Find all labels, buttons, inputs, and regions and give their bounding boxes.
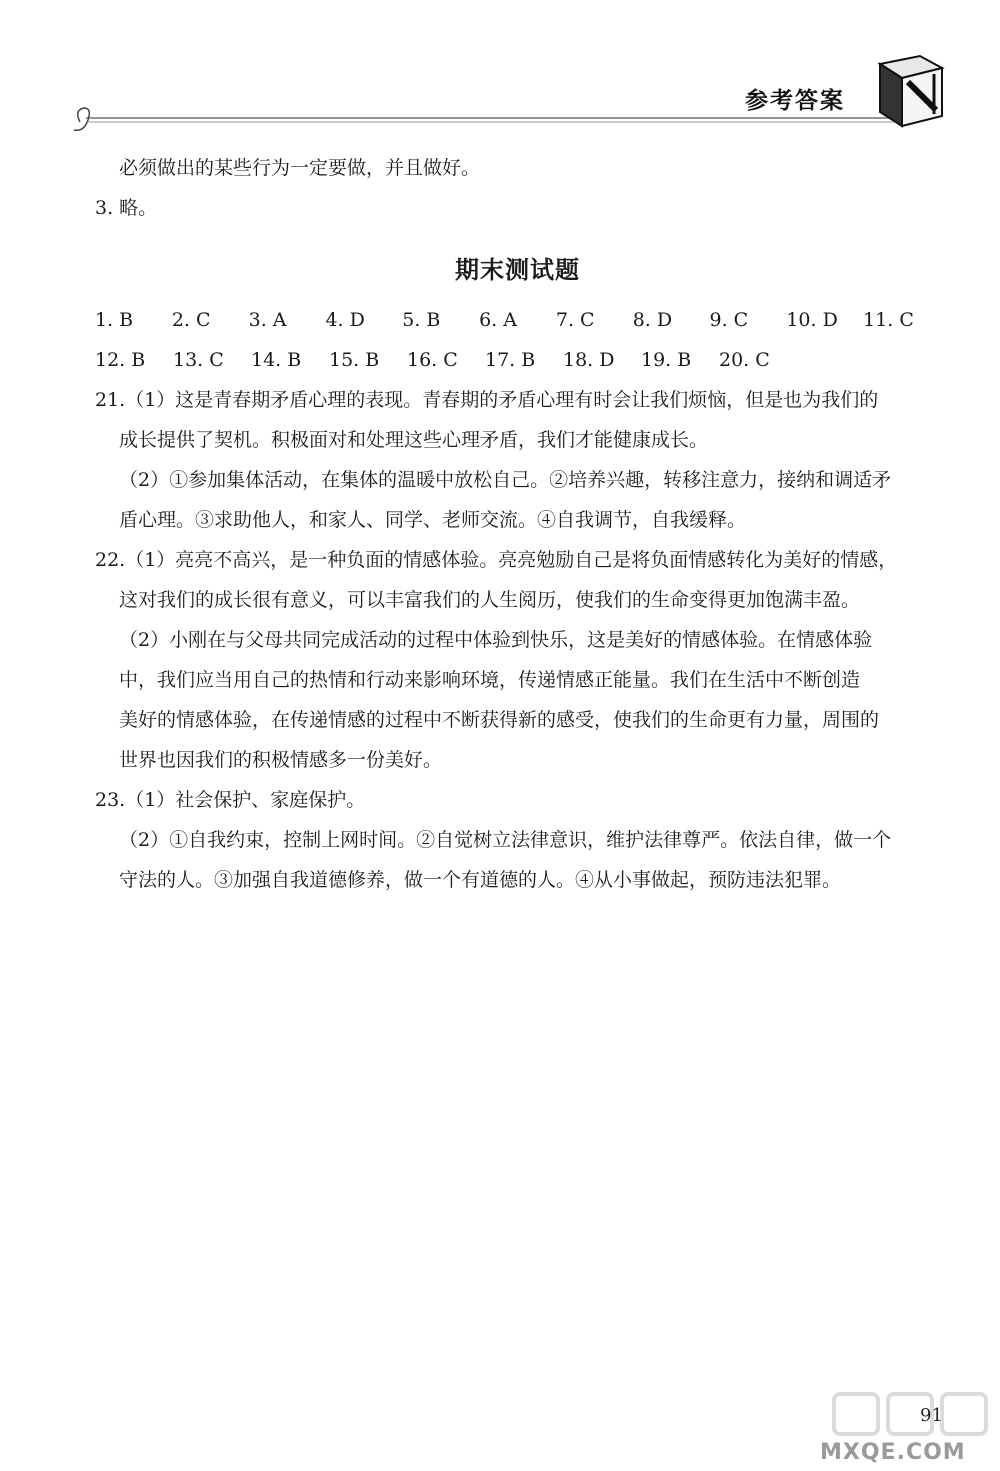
mc-answer: 19. B bbox=[641, 349, 692, 371]
q22-part1-line: 这对我们的成长很有意义，可以丰富我们的人生阅历，使我们的生命变得更加饱满丰盈。 bbox=[119, 589, 861, 611]
mc-answer: 10. D bbox=[786, 309, 838, 331]
header-title: 参考答案 bbox=[745, 88, 845, 114]
mc-answer: 5. B bbox=[402, 309, 441, 331]
mc-answer: 11. C bbox=[863, 309, 914, 331]
question-23 bbox=[95, 780, 940, 900]
mc-answer: 3. A bbox=[248, 309, 287, 331]
mc-answer: 8. D bbox=[632, 309, 673, 331]
q22-part2-line: 世界也因我们的积极情感多一份美好。 bbox=[119, 749, 443, 771]
page-header bbox=[0, 0, 1000, 160]
page-number: 91 bbox=[920, 1405, 943, 1426]
mc-answer: 14. B bbox=[251, 349, 302, 371]
q23-part2-line: （2）①自我约束，控制上网时间。②自觉树立法律意识，维护法律尊严。依法自律，做一个 bbox=[119, 829, 892, 851]
book-icon bbox=[872, 52, 950, 130]
mc-answer: 13. C bbox=[173, 349, 224, 371]
section-title: 期末测试题 bbox=[455, 256, 580, 284]
mc-answer-row-1 bbox=[95, 300, 940, 340]
q21-part2-line: 盾心理。③求助他人，和家人、同学、老师交流。④自我调节，自我缓释。 bbox=[119, 509, 747, 531]
intro-line-1: 必须做出的某些行为一定要做，并且做好。 bbox=[119, 157, 481, 179]
q23-part1-line: 23.（1）社会保护、家庭保护。 bbox=[95, 789, 366, 811]
q21-part2-line: （2）①参加集体活动，在集体的温暖中放松自己。②培养兴趣，转移注意力，接纳和调适矛 bbox=[119, 469, 892, 491]
q22-part1-line: 22.（1）亮亮不高兴，是一种负面的情感体验。亮亮勉励自己是将负面情感转化为美好的情感， bbox=[95, 549, 898, 571]
mc-answer: 15. B bbox=[329, 349, 380, 371]
question-21 bbox=[95, 380, 940, 540]
mc-answer: 16. C bbox=[407, 349, 458, 371]
mc-answer: 7. C bbox=[555, 309, 595, 331]
question-22 bbox=[95, 540, 940, 780]
mc-answer: 9. C bbox=[709, 309, 749, 331]
mc-answer: 6. A bbox=[479, 309, 517, 331]
mc-answer: 20. C bbox=[719, 349, 770, 371]
mc-answer: 18. D bbox=[563, 349, 615, 371]
intro-line-2: 3. 略。 bbox=[95, 197, 158, 219]
mc-answer: 4. D bbox=[325, 309, 365, 331]
q21-part1-line: 21.（1）这是青春期矛盾心理的表现。青春期的矛盾心理有时会让我们烦恼，但是也为我们的 bbox=[95, 389, 879, 411]
mc-answer: 2. C bbox=[171, 309, 211, 331]
mc-answer: 1. B bbox=[95, 309, 134, 331]
watermark-text: MXQE.COM bbox=[820, 1440, 966, 1465]
mc-answer: 17. B bbox=[485, 349, 536, 371]
q22-part2-line: 美好的情感体验，在传递情感的过程中不断获得新的感受，使我们的生命更有力量，周围的 bbox=[119, 709, 880, 731]
q23-part2-line: 守法的人。③加强自我道德修养，做一个有道德的人。④从小事做起，预防违法犯罪。 bbox=[119, 869, 842, 891]
q22-part2-line: （2）小刚在与父母共同完成活动的过程中体验到快乐，这是美好的情感体验。在情感体验 bbox=[119, 629, 873, 651]
answer-content bbox=[95, 148, 940, 900]
mc-answer: 12. B bbox=[95, 349, 146, 371]
q22-part2-line: 中，我们应当用自己的热情和行动来影响环境，传递情感正能量。我们在生活中不断创造 bbox=[119, 669, 861, 691]
mc-answer-row-2 bbox=[95, 340, 940, 380]
q21-part1-line: 成长提供了契机。积极面对和处理这些心理矛盾，我们才能健康成长。 bbox=[119, 429, 709, 451]
